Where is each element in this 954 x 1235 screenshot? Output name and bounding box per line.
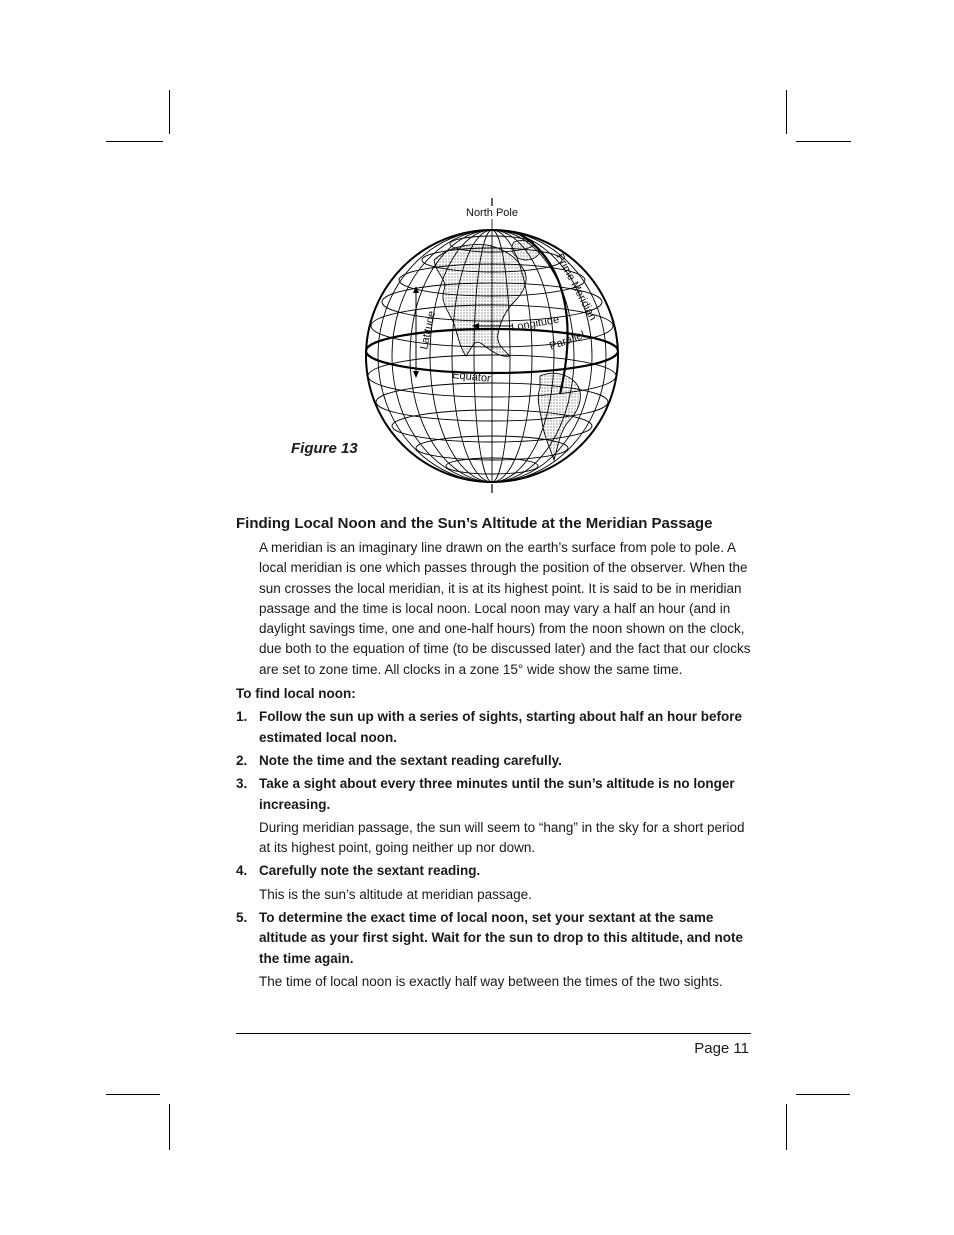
step-instruction: To determine the exact time of local noon, set your sextant at the same altitude as your first sight. Wait for the sun to drop to this altitude, and note the time again.	[259, 910, 744, 966]
step-item	[236, 861, 756, 905]
section-body	[236, 514, 756, 995]
intro-paragraph: A meridian is an imaginary line drawn on the earth’s surface from pole to pole. A local meridian is one which passes through the position of the observer. When the sun crosses the local meridian, it is at its highest point. It is said to be in meridian passage and the time is local noon. Local noon may vary a half an hour (and in daylight savings time, one and one-half hours) from the noon shown on the clock, due both to the equation of time (to be discussed later) and the fact that our clocks are set to zone time. All clocks in a zone 15° wide show the same time.	[259, 540, 751, 677]
crop-mark	[786, 1104, 787, 1150]
step-note: During meridian passage, the sun will seem to “hang” in the sky for a short period at its highest point, going neither up nor down.	[259, 819, 745, 856]
steps-lead: To find local noon:	[236, 686, 356, 702]
longitude-label: Longitude	[510, 313, 561, 334]
crop-mark	[106, 1094, 160, 1095]
crop-mark	[786, 90, 787, 134]
figure-caption: Figure 13	[291, 440, 358, 457]
step-number: 1.	[236, 709, 248, 725]
step-item	[236, 751, 756, 771]
step-number: 3.	[236, 776, 248, 792]
latitude-label: Latitude	[418, 309, 439, 351]
step-item	[236, 707, 756, 748]
equator-label: Equator	[451, 369, 492, 386]
step-number: 5.	[236, 910, 248, 926]
footer-divider	[236, 1033, 751, 1034]
crop-mark	[796, 141, 851, 142]
crop-mark	[796, 1094, 850, 1095]
step-instruction: Take a sight about every three minutes until the sun’s altitude is no longer increasing.	[259, 776, 735, 812]
crop-mark	[169, 1104, 170, 1150]
section-heading: Finding Local Noon and the Sun’s Altitude at the Meridian Passage	[236, 515, 713, 532]
step-instruction: Note the time and the sextant reading carefully.	[259, 752, 562, 768]
steps-list	[236, 707, 756, 992]
step-instruction: Carefully note the sextant reading.	[259, 863, 481, 879]
step-item	[236, 774, 756, 858]
step-note: The time of local noon is exactly half way between the times of the two sights.	[259, 973, 723, 989]
step-note: This is the sun’s altitude at meridian passage.	[259, 886, 532, 902]
step-instruction: Follow the sun up with a series of sights, starting about half an hour before estimated local noon.	[259, 709, 743, 745]
north-pole-label: North Pole	[466, 207, 518, 219]
prime-meridian-label: Prime Meridian	[553, 251, 599, 323]
crop-mark	[169, 90, 170, 134]
step-number: 4.	[236, 863, 248, 879]
page-number: Page 11	[694, 1040, 749, 1057]
globe-illustration	[364, 198, 620, 494]
parallel-label: Parallel	[547, 328, 587, 353]
step-number: 2.	[236, 752, 248, 768]
crop-mark	[106, 141, 163, 142]
step-item	[236, 908, 756, 992]
